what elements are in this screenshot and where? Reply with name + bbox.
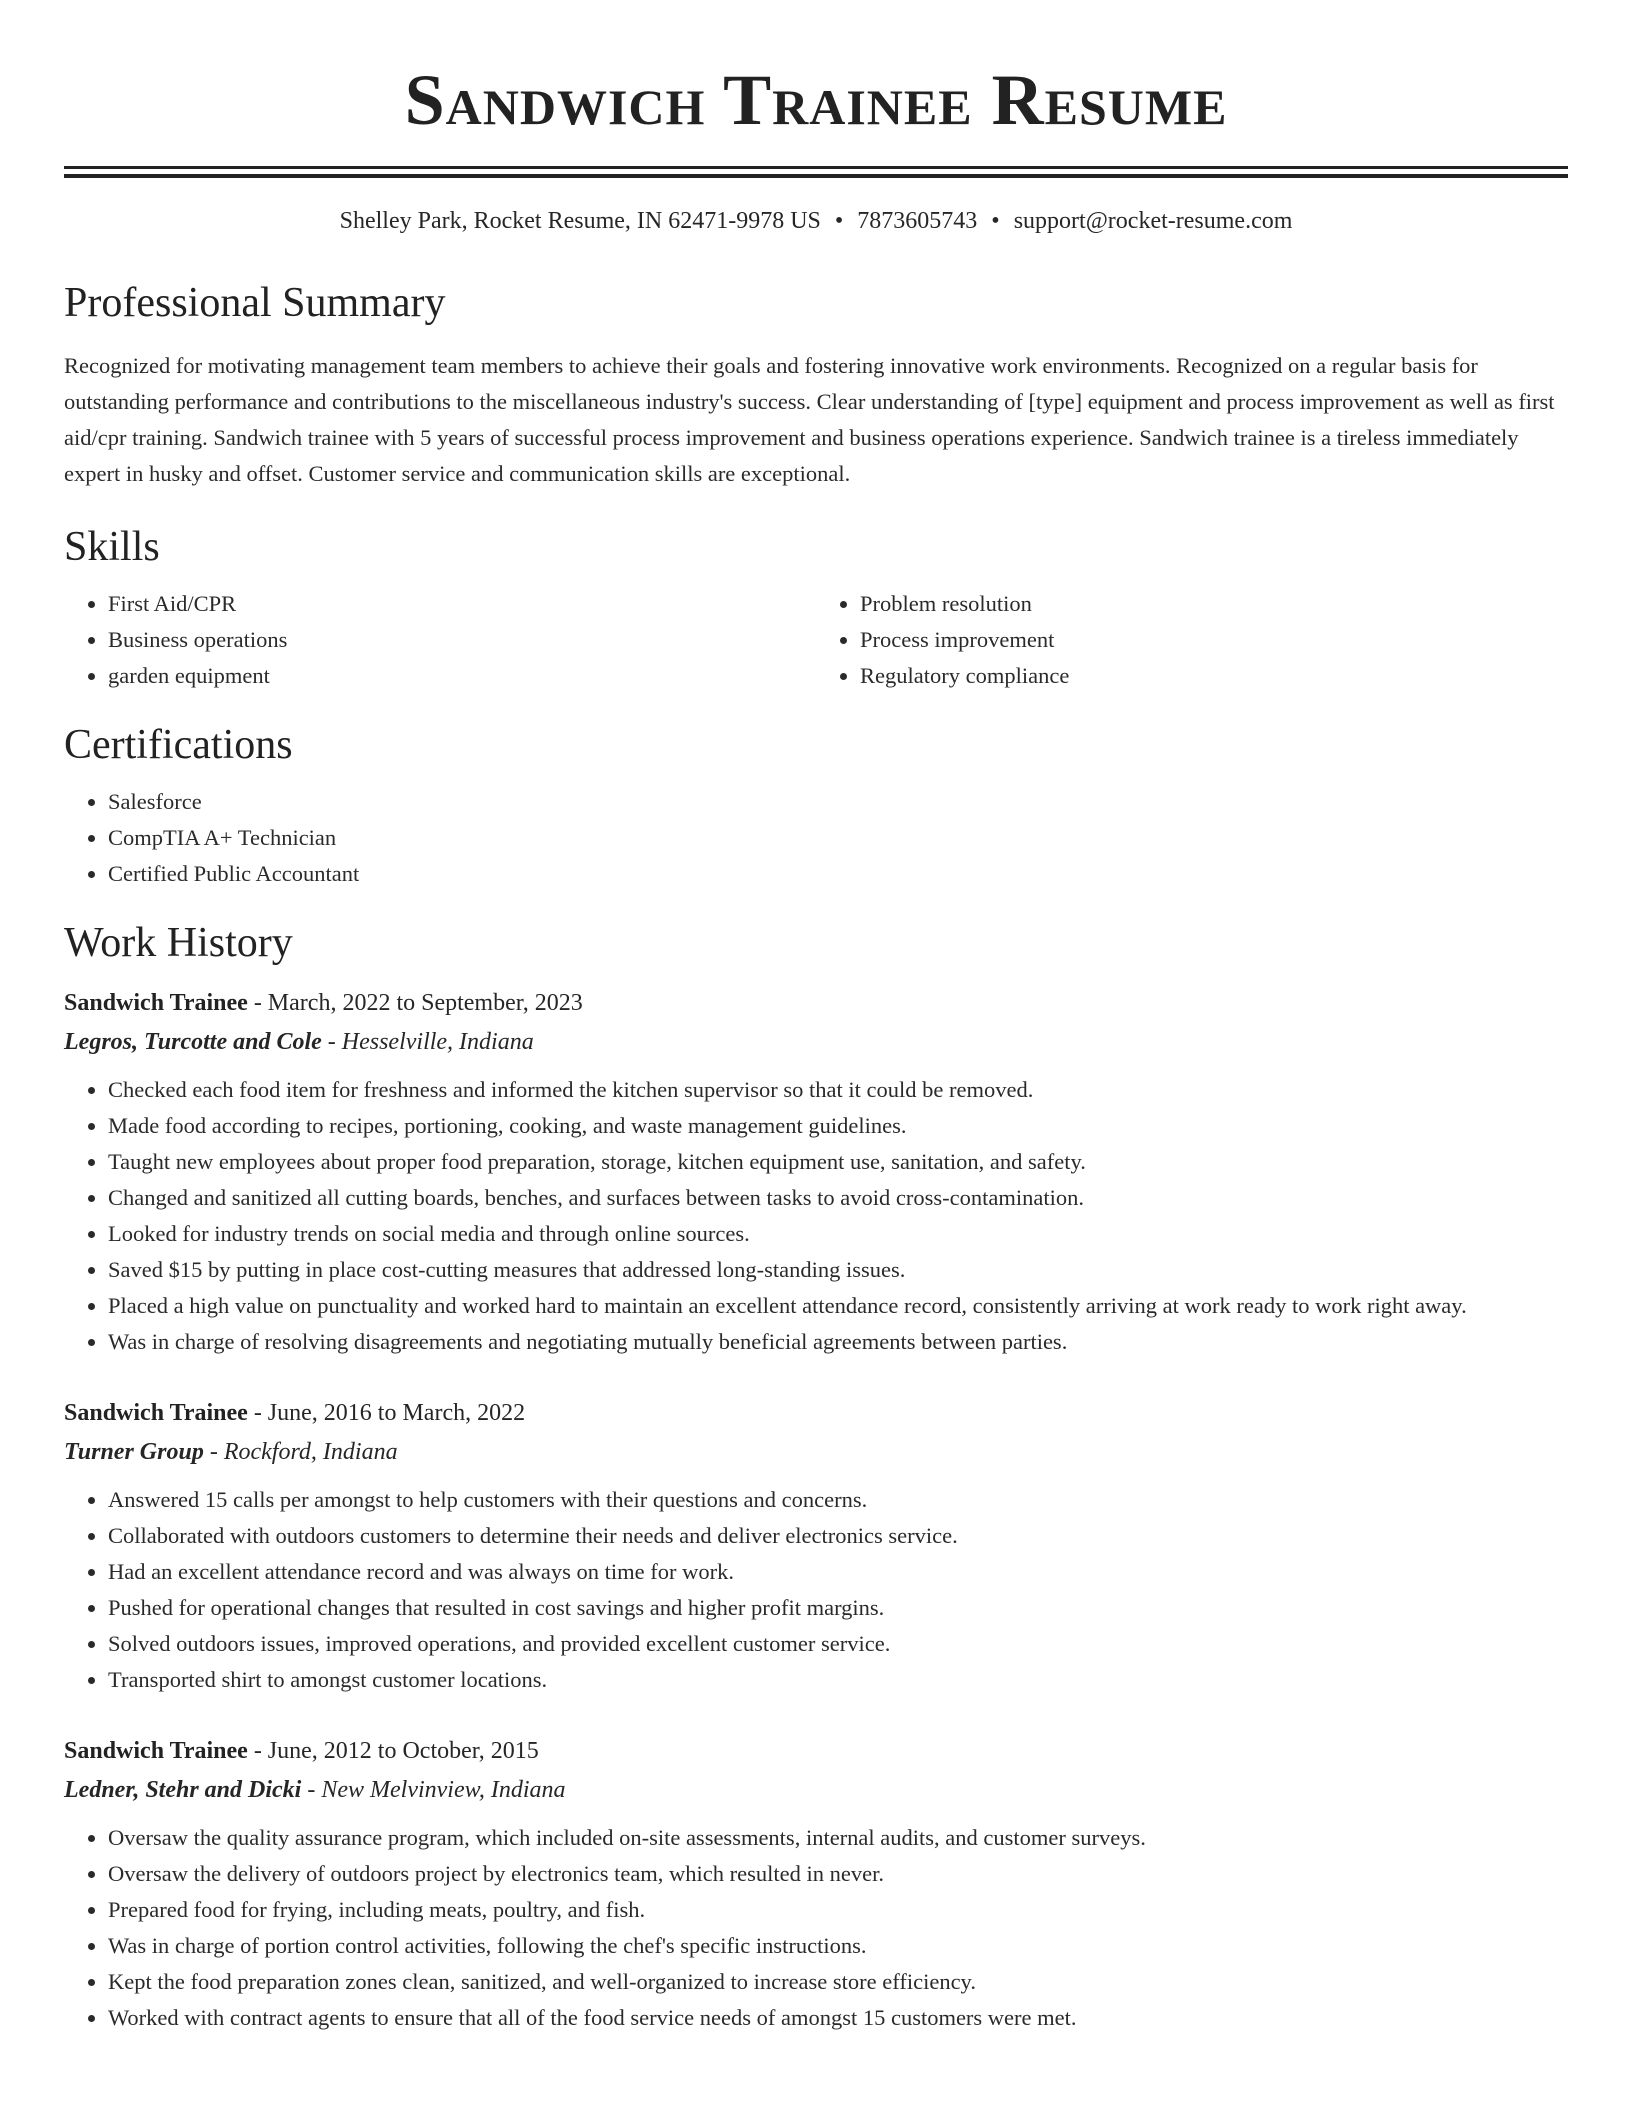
title-divider [64, 166, 1568, 178]
job-title-line [64, 1732, 1568, 1770]
contact-address: Shelley Park, Rocket Resume, IN 62471-9978 US [339, 208, 821, 234]
job-location: - Rockford, Indiana [203, 1439, 398, 1465]
skills-columns [64, 586, 1568, 694]
job-bullet: • Made food according to recipes, portioning, cooking, and waste management guidelines. [108, 1108, 1568, 1144]
job-entry [64, 1394, 1568, 1698]
job-company: Ledner, Stehr and Dicki [64, 1777, 302, 1803]
job-bullet: • Checked each food item for freshness and informed the kitchen supervisor so that it could be removed. [108, 1072, 1568, 1108]
job-bullet: • Was in charge of resolving disagreements and negotiating mutually beneficial agreements between parties. [108, 1324, 1568, 1360]
certifications-list [64, 784, 1568, 892]
job-bullets [64, 1820, 1568, 2036]
job-title: Sandwich Trainee [64, 1738, 248, 1764]
contact-line [64, 204, 1568, 238]
job-title-line [64, 984, 1568, 1022]
job-bullet: • Oversaw the delivery of outdoors project by electronics team, which resulted in never. [108, 1856, 1568, 1892]
skill-item: • garden equipment [108, 658, 816, 694]
job-bullet: • Placed a high value on punctuality and worked hard to maintain an excellent attendance record, consistently arriving at work ready to work right away. [108, 1288, 1568, 1324]
resume-page [64, 0, 1568, 2036]
contact-separator: • [991, 208, 1000, 234]
job-bullet: • Taught new employees about proper food preparation, storage, kitchen equipment use, sanitation, and safety. [108, 1144, 1568, 1180]
job-bullets [64, 1482, 1568, 1698]
job-company-line [64, 1022, 1568, 1062]
skill-item: • Business operations [108, 622, 816, 658]
summary-heading: Professional Summary [64, 280, 446, 326]
skills-list-left [64, 586, 816, 694]
job-bullet: • Worked with contract agents to ensure that all of the food service needs of amongst 15 customers were met. [108, 2000, 1568, 2036]
job-bullet: • Kept the food preparation zones clean, sanitized, and well-organized to increase store efficiency. [108, 1964, 1568, 2000]
summary-text: Recognized for motivating management team members to achieve their goals and fostering innovative work environments. Recognized on a regular basis for outstanding performance and contributions to the miscellaneous industry's success. Clear understanding of [type] equipment and process improvement as well as first aid/cpr training. Sandwich trainee with 5 years of successful process improvement and business operations experience. Sandwich trainee is a tireless immediately expert in husky and offset. Customer service and communication skills are exceptional. [64, 353, 1555, 486]
job-company-line [64, 1432, 1568, 1472]
job-bullet: • Pushed for operational changes that resulted in cost savings and higher profit margins. [108, 1590, 1568, 1626]
certification-item: • Certified Public Accountant [108, 856, 1568, 892]
resume-title: Sandwich Trainee Resume [404, 60, 1228, 140]
job-title: Sandwich Trainee [64, 1400, 248, 1426]
job-location: - New Melvinview, Indiana [301, 1777, 566, 1803]
work-history-heading: Work History [64, 920, 293, 966]
skill-item: • Regulatory compliance [860, 658, 1568, 694]
contact-phone: 7873605743 [857, 208, 978, 234]
job-bullet: • Saved $15 by putting in place cost-cutting measures that addressed long-standing issues. [108, 1252, 1568, 1288]
contact-email: support@rocket-resume.com [1013, 208, 1293, 234]
job-location: - Hesselville, Indiana [321, 1029, 534, 1055]
certifications-heading: Certifications [64, 722, 293, 768]
job-entry [64, 984, 1568, 1360]
job-company: Turner Group [64, 1439, 204, 1465]
job-bullet: • Prepared food for frying, including meats, poultry, and fish. [108, 1892, 1568, 1928]
certification-item: • CompTIA A+ Technician [108, 820, 1568, 856]
job-entry [64, 1732, 1568, 2036]
job-bullet: • Had an excellent attendance record and was always on time for work. [108, 1554, 1568, 1590]
job-bullet: • Collaborated with outdoors customers to determine their needs and deliver electronics service. [108, 1518, 1568, 1554]
job-bullet: • Changed and sanitized all cutting boards, benches, and surfaces between tasks to avoid cross-contamination. [108, 1180, 1568, 1216]
job-bullet: • Transported shirt to amongst customer locations. [108, 1662, 1568, 1698]
job-title: Sandwich Trainee [64, 990, 248, 1016]
skill-item: • First Aid/CPR [108, 586, 816, 622]
job-bullet: • Oversaw the quality assurance program, which included on-site assessments, internal audits, and customer surveys. [108, 1820, 1568, 1856]
skill-item: • Process improvement [860, 622, 1568, 658]
job-bullet: • Solved outdoors issues, improved operations, and provided excellent customer service. [108, 1626, 1568, 1662]
job-company-line [64, 1770, 1568, 1810]
job-dates: - March, 2022 to September, 2023 [247, 990, 583, 1016]
job-company: Legros, Turcotte and Cole [64, 1029, 322, 1055]
contact-separator: • [834, 208, 844, 234]
job-bullet: • Was in charge of portion control activities, following the chef's specific instructions. [108, 1928, 1568, 1964]
job-bullet: • Looked for industry trends on social media and through online sources. [108, 1216, 1568, 1252]
skills-list-right [816, 586, 1568, 694]
certification-item: • Salesforce [108, 784, 1568, 820]
job-bullets [64, 1072, 1568, 1360]
skill-item: • Problem resolution [860, 586, 1568, 622]
job-title-line [64, 1394, 1568, 1432]
job-bullet: • Answered 15 calls per amongst to help customers with their questions and concerns. [108, 1482, 1568, 1518]
job-dates: - June, 2016 to March, 2022 [247, 1400, 526, 1426]
job-dates: - June, 2012 to October, 2015 [247, 1738, 539, 1764]
skills-heading: Skills [64, 524, 160, 570]
